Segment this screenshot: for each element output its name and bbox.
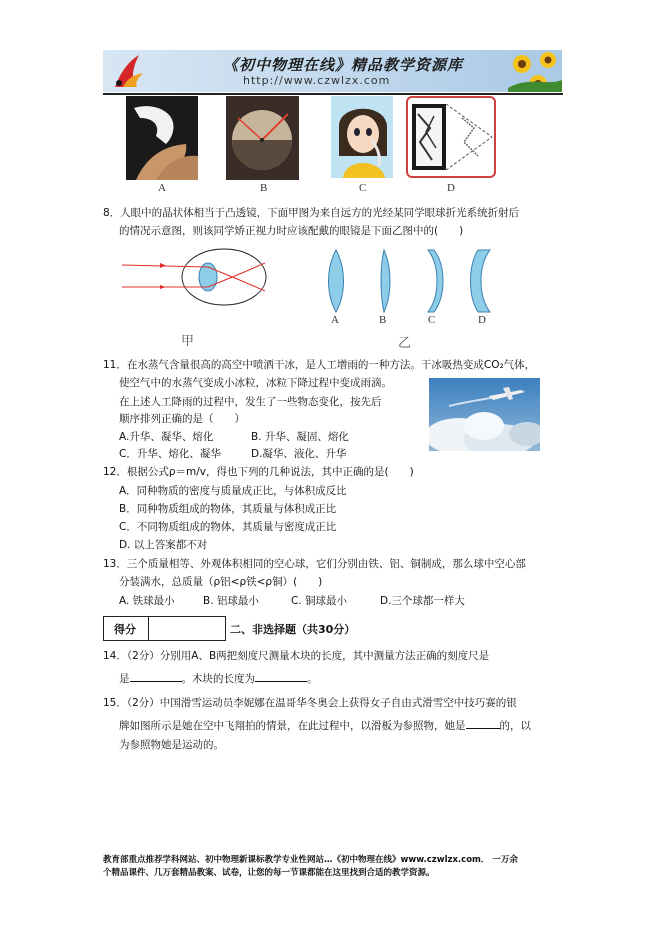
q13-option-d: D.三个球都一样大 [380,595,465,607]
q12-option-b: B．同种物质组成的物体，其质量与体积成正比 [119,503,337,515]
q14-line1: 14．（2分）分别用A、B两把刻度尺测量木块的长度，其中测量方法正确的刻度尺是 [103,650,490,662]
q11-line1: 11．在水蒸气含量很高的高空中喷洒干冰，是人工增雨的一种方法。干冰吸热变成CO₂气体， [103,359,536,371]
q12-line1: 12．根据公式ρ＝m/v，得也下列的几种说法，其中正确的是( ) [103,466,414,478]
q14-line2 [119,669,318,687]
header-url[interactable]: http://www.czwlzx.com [243,74,391,87]
q11-line4: 顺序排列正确的是（ ） [119,413,245,425]
q14-line2-mid: 。木块的长度为 [181,673,255,685]
eye-diagram [120,245,270,315]
q13-option-a: A. 铁球最小 [119,595,175,607]
header-banner [103,50,562,92]
q11-option-b: B. 升华、凝固、熔化 [251,431,349,443]
q13-option-b: B. 铝球最小 [203,595,259,607]
q12-option-c: C．不同物质组成的物体，其质量与密度成正比 [119,521,337,533]
q14-blank-1[interactable] [130,669,182,682]
q11-line3: 在上述人工降雨的过程中，发生了一些物态变化，按先后 [119,396,382,408]
q13-line2: 分装满水，总质量（ρ铝<ρ铁<ρ铜）( ) [119,576,323,588]
q11-option-d: D.凝华、液化、升华 [251,448,347,460]
q13-line1: 13．三个质量相等、外观体积相同的空心球，它们分别由铁、铝、铜制成，那么球中空心部 [103,558,526,570]
header-title: 《初中物理在线》精品教学资源库 [223,56,464,74]
figure-c-image [331,96,393,178]
lens-label-b: B [379,314,387,326]
q8-line2: 的情况示意图，则该同学矫正视力时应该配戴的眼镜是下面乙图中的( ) [119,225,464,237]
q12-option-a: A．同种物质的密度与质量成正比，与体积成反比 [119,485,347,497]
lens-diagram [318,248,508,316]
q15-line1: 15．（2分）中国滑雪运动员李妮娜在温哥华冬奥会上获得女子自由式滑雪空中技巧赛的银 [103,697,517,709]
q15-line3: 为参照物她是运动的。 [119,739,224,751]
q14-line2-start: 是 [119,673,130,685]
logo-icon [109,53,149,89]
score-box [103,616,226,641]
header-divider [103,93,563,95]
q15-line2-start: 牌如图所示是她在空中飞翔拍的情景，在此过程中，以滑板为参照物，她是 [119,720,466,732]
q8-line1: 8．人眼中的晶状体相当于凸透镜，下面甲图为来自远方的光经某同学眼球折光系统折射后 [103,207,520,219]
footer-line2: 个精品课件、几万套精品教案、试卷，让您的每一节课都能在这里找到合适的教学资源。 [103,868,435,878]
fig-label-yi: 乙 [398,336,412,351]
lens-label-d: D [478,314,486,326]
lens-label-c: C [428,314,436,326]
figure-a-image [126,96,198,180]
footer-line1: 教育部重点推荐学科网站、初中物理新课标教学专业性网站…《初中物理在线》www.czwlzx.com． 一万余 [103,855,518,865]
q15-line2-end: 的，以 [499,720,531,732]
figure-label-a: A [158,182,166,194]
section2-title: 二、非选择题（共30分） [230,623,356,636]
q14-blank-2[interactable] [255,669,307,682]
figure-d-image [406,96,496,178]
sunflower-icon [508,50,562,92]
q15-line2 [119,716,531,734]
q13-option-c: C. 铜球最小 [291,595,348,607]
cloud-seeding-image [429,378,540,451]
q14-line2-end: 。 [307,673,318,685]
figure-label-b: B [260,182,268,194]
figure-label-d: D [447,182,455,194]
q15-blank-1[interactable] [466,716,500,729]
lens-label-a: A [331,314,339,326]
score-label: 得分 [114,623,136,636]
figure-b-image [226,96,299,180]
fig-label-jia: 甲 [181,334,195,349]
q12-option-d: D. 以上答案都不对 [119,539,208,551]
q11-option-c: C．升华、熔化、凝华 [119,448,221,460]
q11-option-a: A.升华、凝华、熔化 [119,431,214,443]
figure-label-c: C [359,182,367,194]
q11-line2: 使空气中的水蒸气变成小冰粒，冰粒下降过程中变成雨滴。 [119,377,392,389]
